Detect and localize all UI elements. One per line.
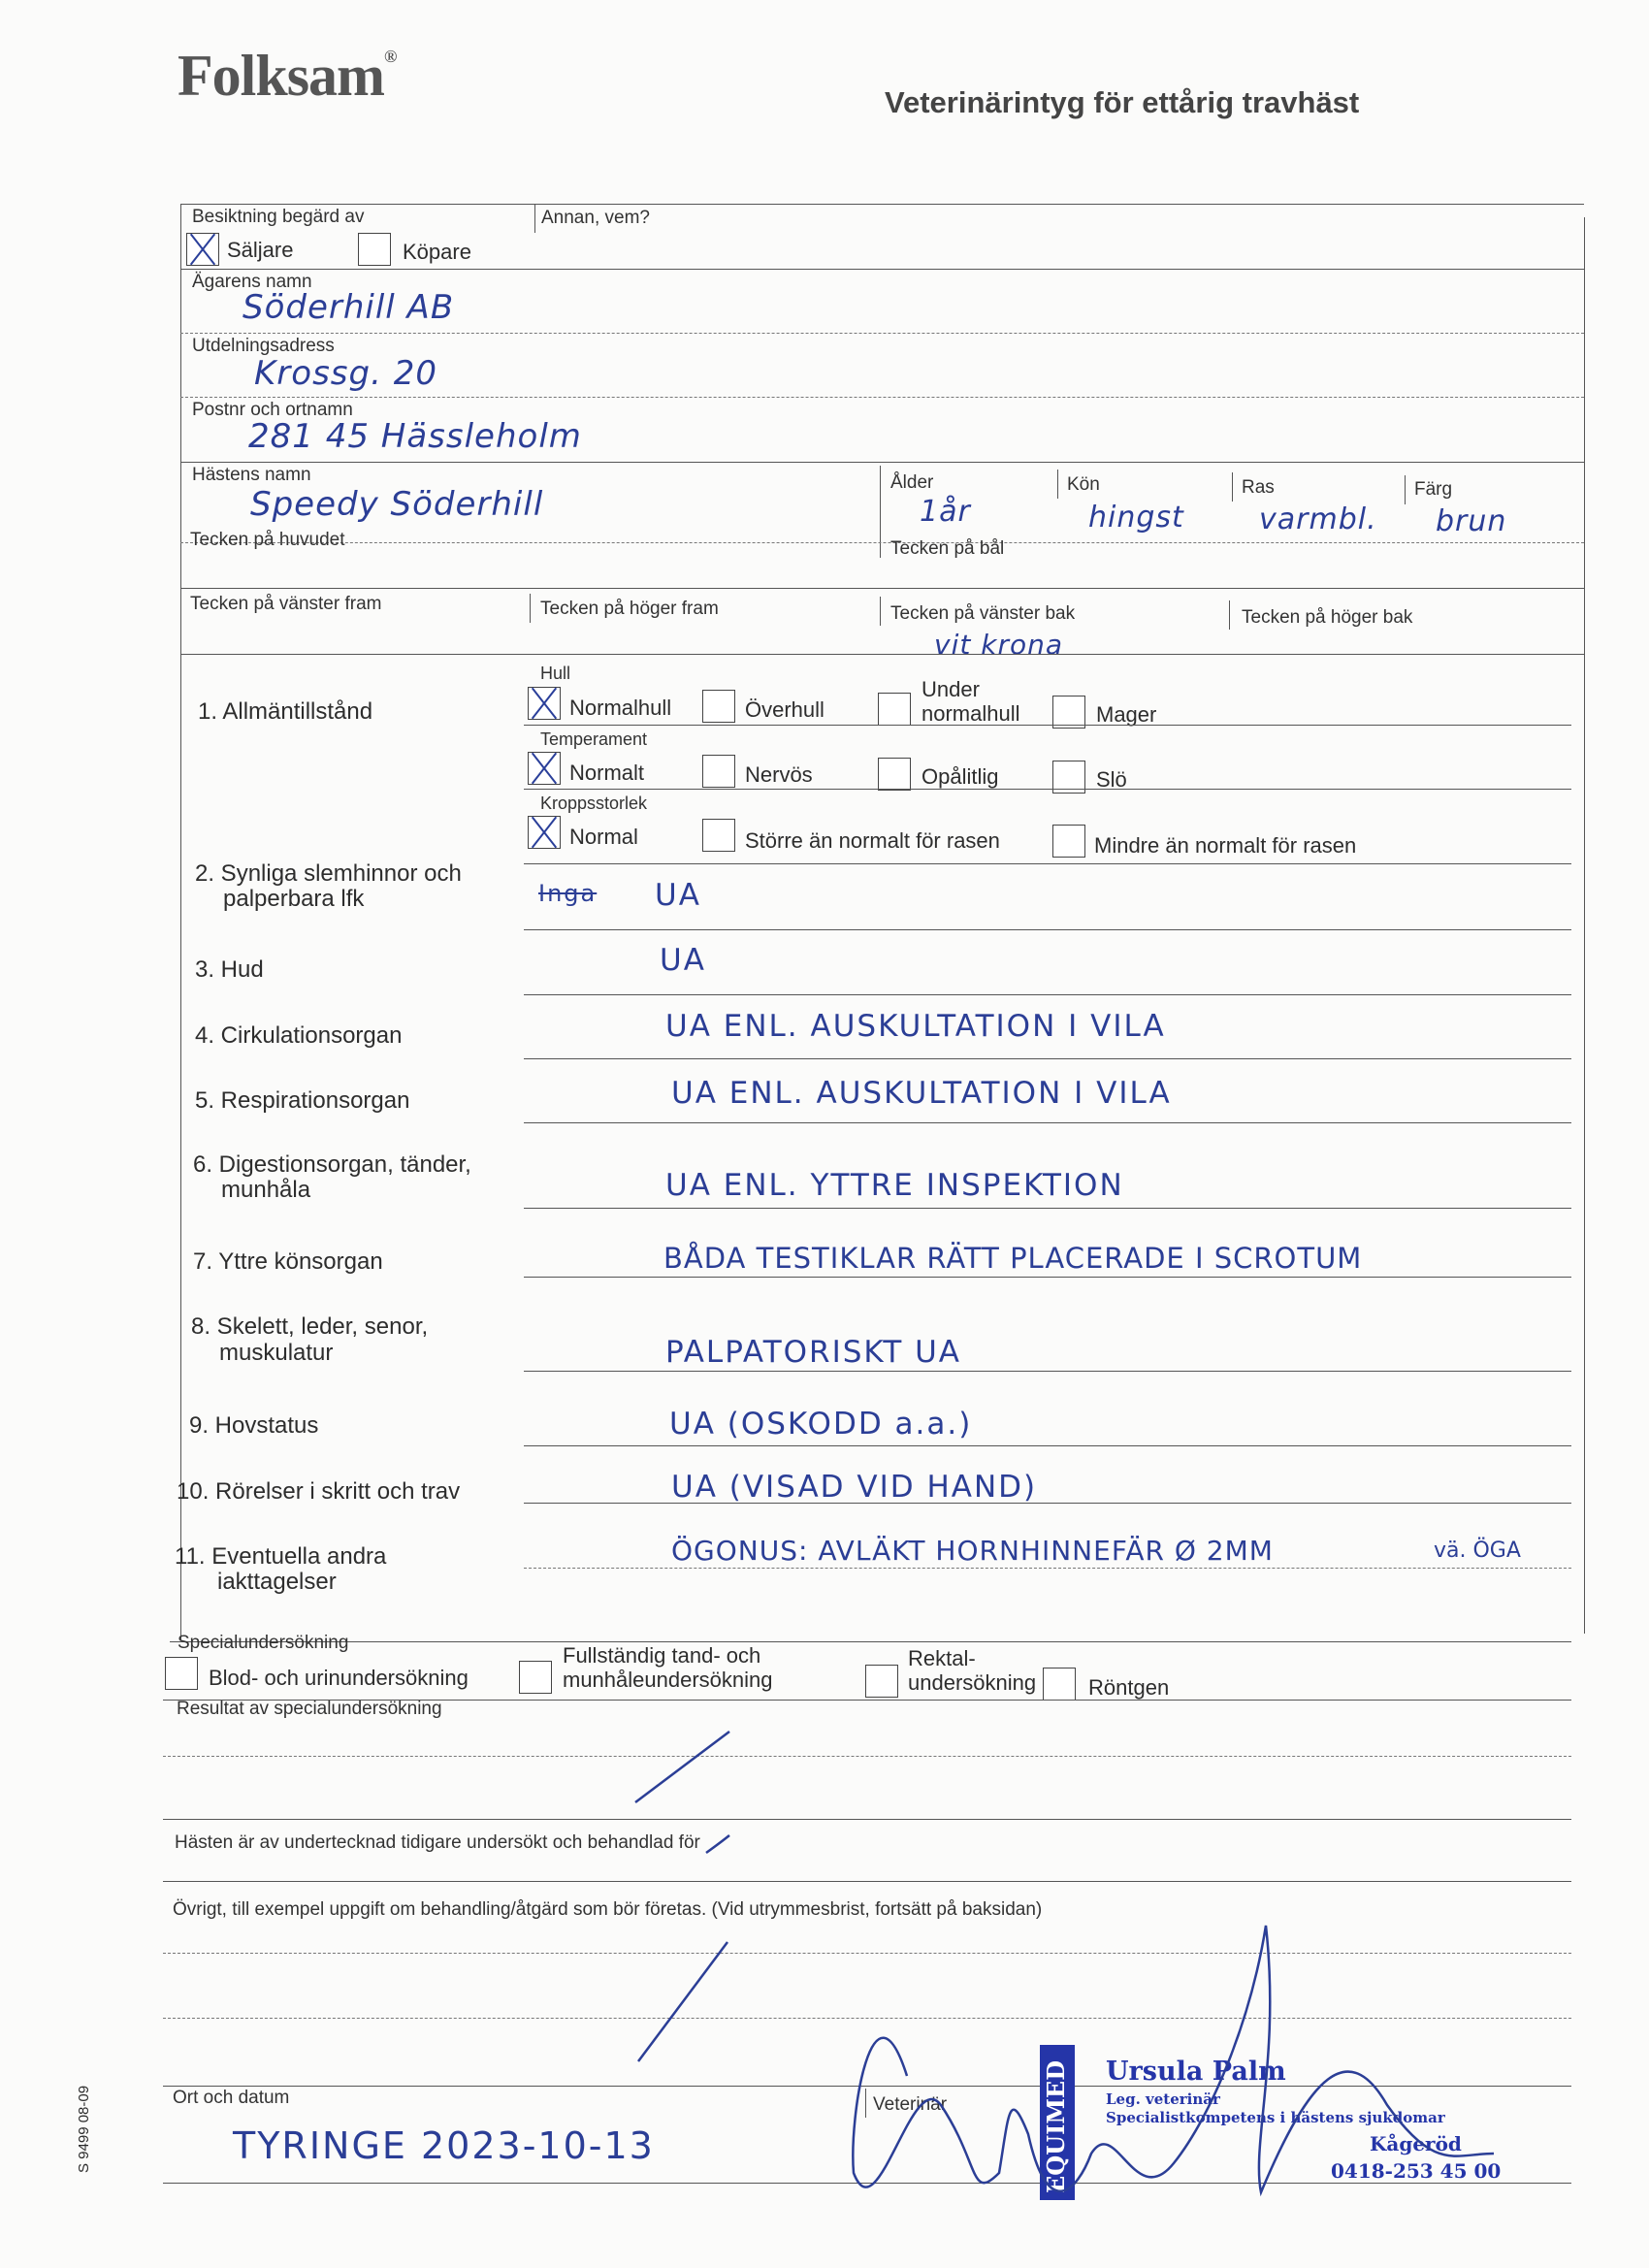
item-2-label: 2. Synliga slemhinnor och — [195, 860, 462, 887]
item-2-value: UA — [655, 878, 701, 913]
nervous-label: Nervös — [745, 762, 813, 787]
normalhull-checkbox[interactable] — [528, 687, 561, 720]
place-date-value: TYRINGE 2023-10-13 — [233, 2124, 655, 2167]
right-back-label: Tecken på höger bak — [1242, 607, 1413, 628]
blood-label: Blod- och urinundersökning — [209, 1666, 469, 1690]
head-marks-label: Tecken på huvudet — [190, 530, 345, 550]
right-front-label: Tecken på höger fram — [540, 599, 719, 619]
owner-name-value: Söderhill AB — [242, 288, 455, 327]
color-value: brun — [1436, 504, 1507, 538]
item-11-label: 11. Eventuella andra — [175, 1543, 387, 1570]
item-10-value: UA (VISAD VID HAND) — [671, 1470, 1038, 1505]
size-larger-label: Större än normalt för rasen — [745, 828, 1000, 853]
breed-label: Ras — [1242, 477, 1275, 498]
age-label: Ålder — [890, 472, 934, 493]
item-2-struck: Inga — [538, 880, 598, 907]
age-value: 1år — [920, 495, 971, 529]
other-slash-stroke — [638, 1942, 728, 2061]
general-title: 1. Allmäntillstånd — [198, 698, 373, 725]
special-title: Specialundersökning — [178, 1633, 349, 1653]
postal-label: Postnr och ortnamn — [192, 400, 353, 420]
underhull-label-2: normalhull — [922, 701, 1020, 726]
xray-checkbox[interactable] — [1043, 1668, 1076, 1701]
address-label: Utdelningsadress — [192, 336, 335, 356]
item-4-value: UA ENL. AUSKULTATION I VILA — [665, 1009, 1166, 1044]
temperament-normal-checkbox[interactable] — [528, 752, 561, 785]
other-label: Annan, vem? — [541, 208, 650, 228]
color-label: Färg — [1414, 479, 1453, 500]
sex-label: Kön — [1067, 474, 1100, 495]
mager-label: Mager — [1096, 702, 1157, 727]
item-9-label: 9. Hovstatus — [189, 1412, 319, 1439]
dental-checkbox[interactable] — [519, 1661, 552, 1694]
form-left-border — [180, 204, 181, 1639]
seller-checkbox[interactable] — [186, 233, 219, 266]
item-6-label: 6. Digestionsorgan, tänder, — [193, 1151, 471, 1178]
item-7-value: BÅDA TESTIKLAR RÄTT PLACERADE I SCROTUM — [663, 1242, 1363, 1275]
stamp-line-3: Kågeröd — [1370, 2132, 1462, 2155]
item-3-label: 3. Hud — [195, 956, 264, 983]
vet-stamp — [1040, 2037, 1502, 2202]
item-10-label: 10. Rörelser i skritt och trav — [177, 1478, 461, 1505]
sluggish-label: Slö — [1096, 767, 1127, 792]
dental-label-2: munhåleundersökning — [563, 1668, 773, 1692]
overhull-label: Överhull — [745, 697, 824, 722]
temperament-label: Temperament — [540, 729, 648, 749]
size-label: Kroppsstorlek — [540, 794, 648, 813]
rectal-label-1: Rektal- — [908, 1646, 976, 1670]
item-8-label-2: muskulatur — [219, 1340, 334, 1366]
form-title: Veterinärintyg för ettårig travhäst — [885, 85, 1360, 119]
item-3-value: UA — [660, 943, 706, 978]
requested-by-label: Besiktning begärd av — [192, 207, 365, 227]
unreliable-label: Opålitlig — [922, 764, 999, 789]
horse-name-label: Hästens namn — [192, 465, 311, 485]
item-5-label: 5. Respirationsorgan — [195, 1087, 410, 1114]
address-value: Krossg. 20 — [254, 354, 437, 393]
item-8-value: PALPATORISKT UA — [665, 1335, 962, 1370]
postal-value: 281 45 Hässleholm — [248, 417, 582, 456]
item-6-label-2: munhåla — [221, 1177, 311, 1203]
dental-label-1: Fullständig tand- och — [563, 1643, 761, 1668]
hull-label: Hull — [540, 664, 571, 683]
blood-checkbox[interactable] — [165, 1657, 198, 1690]
size-smaller-checkbox[interactable] — [1052, 825, 1085, 858]
left-front-label: Tecken på vänster fram — [190, 594, 382, 614]
item-5-value: UA ENL. AUSKULTATION I VILA — [671, 1076, 1172, 1111]
temperament-normal-label: Normalt — [569, 761, 645, 785]
rectal-checkbox[interactable] — [865, 1665, 898, 1698]
buyer-label: Köpare — [403, 240, 471, 264]
item-11-value-tail: vä. ÖGA — [1434, 1539, 1521, 1563]
xray-label: Röntgen — [1088, 1675, 1170, 1700]
item-7-label: 7. Yttre könsorgan — [193, 1248, 383, 1275]
size-normal-checkbox[interactable] — [528, 816, 561, 849]
normalhull-label: Normalhull — [569, 696, 672, 720]
owner-name-label: Ägarens namn — [192, 272, 312, 292]
underhull-label-1: Under — [922, 677, 980, 701]
folksam-logo — [178, 43, 396, 110]
item-9-value: UA (OSKODD a.a.) — [669, 1407, 973, 1442]
registered-mark: ® — [384, 47, 397, 66]
left-back-label: Tecken på vänster bak — [890, 603, 1076, 624]
place-date-label: Ort och datum — [173, 2088, 290, 2108]
overhull-checkbox[interactable] — [702, 690, 735, 723]
stamp-name: Ursula Palm — [1106, 2057, 1286, 2087]
size-normal-label: Normal — [569, 825, 638, 849]
horse-name-value: Speedy Söderhill — [250, 485, 544, 524]
result-slash-stroke — [635, 1732, 729, 1802]
nervous-checkbox[interactable] — [702, 755, 735, 788]
breed-value: varmbl. — [1259, 502, 1377, 536]
form-right-border — [1584, 217, 1585, 1634]
item-11-value: ÖGONUS: AVLÄKT HORNHINNEFÄR Ø 2MM — [671, 1535, 1274, 1567]
seller-label: Säljare — [227, 238, 294, 262]
size-smaller-label: Mindre än normalt för rasen — [1094, 833, 1357, 858]
logo-text: Folksam — [178, 44, 385, 108]
item-2-label-2: palperbara lfk — [223, 886, 365, 912]
item-6-value: UA ENL. YTTRE INSPEKTION — [665, 1168, 1124, 1203]
unreliable-checkbox[interactable] — [878, 758, 911, 791]
rectal-label-2: undersökning — [908, 1670, 1037, 1695]
buyer-checkbox[interactable] — [358, 233, 391, 266]
body-marks-label: Tecken på bål — [890, 538, 1005, 559]
item-11-label-2: iakttagelser — [217, 1569, 337, 1595]
size-larger-checkbox[interactable] — [702, 819, 735, 852]
stamp-brand: EQUIMED — [1042, 2059, 1071, 2194]
sex-value: hingst — [1088, 501, 1184, 535]
form-code: S 9499 08-09 — [76, 2085, 92, 2173]
mager-checkbox[interactable] — [1052, 696, 1085, 729]
history-slash-stroke — [706, 1835, 729, 1853]
result-label: Resultat av specialundersökning — [177, 1699, 442, 1719]
stamp-phone: 0418-253 45 00 — [1331, 2159, 1502, 2183]
item-4-label: 4. Cirkulationsorgan — [195, 1022, 403, 1049]
left-back-value: vit krona — [934, 629, 1063, 661]
history-label: Hästen är av undertecknad tidigare undersökt och behandlad för — [175, 1832, 700, 1853]
vet-label: Veterinär — [873, 2094, 948, 2115]
underhull-checkbox[interactable] — [878, 693, 911, 726]
item-8-label: 8. Skelett, leder, senor, — [191, 1313, 429, 1340]
stamp-line-2: Specialistkompetens i hästens sjukdomar — [1106, 2109, 1445, 2126]
stamp-line-1: Leg. veterinär — [1106, 2090, 1220, 2108]
other-notes-label: Övrigt, till exempel uppgift om behandling/åtgärd som bör företas. (Vid utrymmesbrist, fortsätt på baksidan) — [173, 1899, 1043, 1920]
